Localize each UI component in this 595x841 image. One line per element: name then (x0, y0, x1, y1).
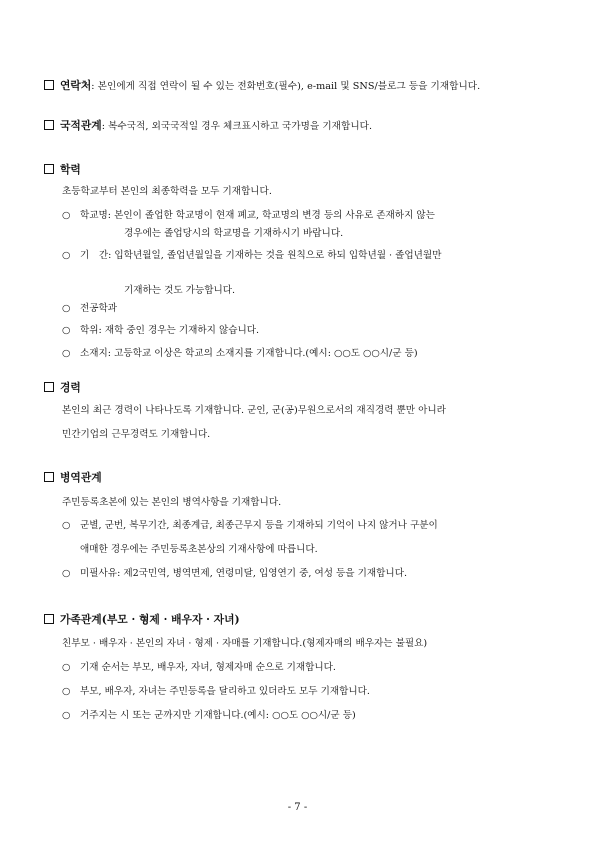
bullet-icon: ○ (62, 348, 71, 359)
education-intro: 초등학교부터 본인의 최종학력을 모두 기재합니다. (62, 186, 272, 197)
nationality-title: 국적관계 (60, 119, 102, 132)
education-title: 학력 (60, 163, 81, 176)
nationality-heading (44, 118, 555, 135)
contact-title: 연락처 (60, 79, 92, 92)
list-item: ○ 학위: 재학 중인 경우는 기재하지 않습니다. (62, 325, 260, 336)
list-item: ○ 소재지: 고등학교 이상은 학교의 소재지를 기재합니다.(예시: ○○도 ○○시/군 등) (62, 348, 418, 359)
family-section (44, 612, 555, 628)
career-text: 민간기업의 근무경력도 기재합니다. (62, 429, 211, 440)
nationality-description: : 복수국적, 외국국적일 경우 체크표시하고 국가명을 기재합니다. (101, 121, 373, 132)
family-heading (44, 612, 555, 628)
bullet-icon: ○ (62, 568, 71, 579)
family-intro: 친부모 · 배우자 · 본인의 자녀 · 형제 · 자매를 기재합니다.(형제자매의 배우자는 불필요) (62, 638, 428, 649)
list-item-continuation: 애매한 경우에는 주민등록초본상의 기재사항에 따릅니다. (80, 544, 318, 555)
contact-description: : 본인에게 직접 연락이 될 수 있는 전화번호(필수), e-mail 및 SNS/블로그 등을 기재합니다. (91, 81, 481, 92)
page-number: - 7 - (287, 802, 308, 813)
list-item: ○ 기재 순서는 부모, 배우자, 자녀, 형제자매 순으로 기재합니다. (62, 662, 336, 673)
nationality-section (44, 118, 555, 135)
checkbox-icon (44, 614, 54, 624)
bullet-icon: ○ (62, 210, 71, 221)
career-section (44, 380, 555, 396)
list-item: ○ 전공학과 (62, 303, 118, 314)
contact-heading (44, 78, 555, 95)
checkbox-icon (44, 80, 54, 90)
career-heading (44, 380, 555, 396)
military-heading (44, 470, 555, 486)
bullet-icon: ○ (62, 710, 71, 721)
education-heading (44, 162, 555, 178)
list-item: ○ 학교명: 본인이 졸업한 학교명이 현재 폐교, 학교명의 변경 등의 사유로 존재하지 않는 (62, 210, 435, 221)
bullet-icon: ○ (62, 250, 71, 261)
bullet-icon: ○ (62, 686, 71, 697)
list-item-continuation: 기재하는 것도 가능합니다. (124, 285, 236, 296)
checkbox-icon (44, 472, 54, 482)
career-text: 본인의 최근 경력이 나타나도록 기재합니다. 군인, 군(공)무원으로서의 재직경력 뿐만 아니라 (62, 405, 446, 416)
list-item: ○ 부모, 배우자, 자녀는 주민등록을 달리하고 있더라도 모두 기재합니다. (62, 686, 370, 697)
checkbox-icon (44, 382, 54, 392)
bullet-icon: ○ (62, 325, 71, 336)
military-intro: 주민등록초본에 있는 본인의 병역사항을 기재합니다. (62, 497, 282, 508)
list-item: ○ 기 간: 입학년월일, 졸업년월일을 기재하는 것을 원칙으로 하되 입학년월 · 졸업년월만 (62, 250, 442, 261)
list-item: ○ 거주지는 시 또는 군까지만 기재합니다.(예시: ○○도 ○○시/군 등) (62, 710, 356, 721)
checkbox-icon (44, 120, 54, 130)
bullet-icon: ○ (62, 662, 71, 673)
list-item: ○ 군별, 군번, 복무기간, 최종계급, 최종근무지 등을 기재하되 기억이 나지 않거나 구분이 (62, 520, 438, 531)
list-item: ○ 미필사유: 제2국민역, 병역면제, 연령미달, 입영연기 중, 여성 등을 기재합니다. (62, 568, 408, 579)
military-title: 병역관계 (60, 471, 102, 484)
contact-section (44, 78, 555, 95)
checkbox-icon (44, 164, 54, 174)
bullet-icon: ○ (62, 303, 71, 314)
military-section (44, 470, 555, 486)
education-section (44, 162, 555, 178)
bullet-icon: ○ (62, 520, 71, 531)
career-title: 경력 (60, 381, 81, 394)
list-item-continuation: 경우에는 졸업당시의 학교명을 기재하시기 바랍니다. (124, 228, 344, 239)
family-title: 가족관계(부모 · 형제 · 배우자 · 자녀) (60, 613, 240, 626)
